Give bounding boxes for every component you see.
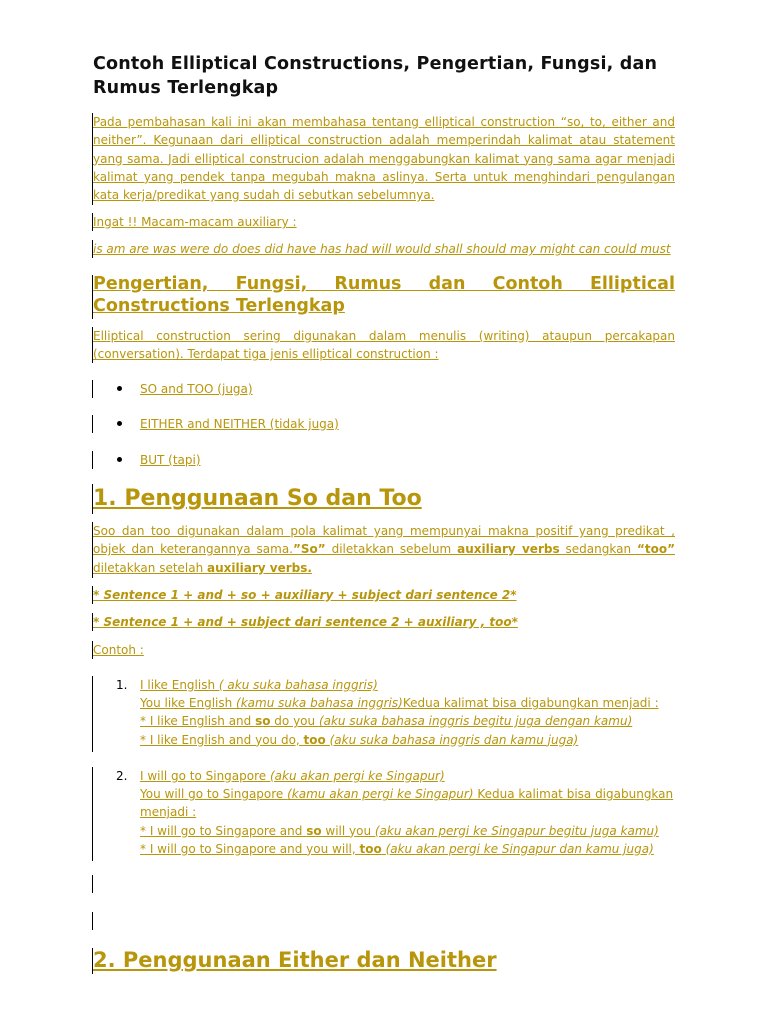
bullet-dot (117, 421, 122, 426)
formula-too[interactable]: * Sentence 1 + and + subject dari sentence 2 + auxiliary , too* (93, 615, 518, 629)
example-2[interactable]: I will go to Singapore (aku akan pergi ke Singapur) You will go to Singapore (kamu akan pergi ke Singapur) Kedua kalimat bisa digabungkan menjadi : * I will go to Singapore and so will you (aku akan pergi ke Singapur begitu juga kamu) * I will go to Singapore and you will, too (aku akan pergi ke Singapur dan kamu juga) (140, 769, 674, 856)
heading-so-too[interactable]: 1. Penggunaan So dan Too (93, 486, 422, 511)
so-too-description[interactable]: Soo dan too digunakan dalam pola kalimat yang mempunyai makna positif yang predikat , objek dan keterangannya sama.”So” diletakkan sebelum auxiliary verbs sedangkan “too” diletakkan setelah auxiliary verbs. (93, 524, 675, 575)
section-heading-line1: Pengertian, Fungsi, Rumus dan Contoh Elliptical (93, 274, 675, 294)
section-heading[interactable] (93, 273, 675, 317)
auxiliary-note[interactable]: Ingat !! Macam-macam auxiliary : (93, 215, 297, 229)
change-bar (92, 767, 93, 861)
example-1[interactable]: I like English ( aku suka bahasa inggris) You like English (kamu suka bahasa inggris)Kedua kalimat bisa digabungkan menjadi : * I like English and so do you (aku suka bahasa inggris begitu juga dengan kamu) * I like English and you do, too (aku suka bahasa inggris dan kamu juga) (140, 678, 659, 747)
contoh-label[interactable]: Contoh : (93, 643, 144, 657)
change-bar (92, 875, 93, 893)
change-bar (92, 451, 93, 469)
change-bar (92, 912, 93, 930)
list-item-but[interactable]: BUT (tapi) (140, 453, 201, 467)
intro-paragraph[interactable]: Pada pembahasan kali ini akan membahasa tentang elliptical construction “so, to, either and neither”. Kegunaan dari elliptical construction adalah memperindah kalimat atau statement yang sama. Jadi elliptical construcion adalah menggabungkan kalimat yang sama agar menjadi kalimat yang pendek tanpa megubah makna aslinya. Serta untuk menghindari pengulangan kata kerja/predikat yang sudah di sebutkan sebelumnya. (93, 115, 675, 203)
auxiliary-list[interactable]: is am are was were do does did have has had will would shall should may might can could must (93, 242, 671, 256)
bullet-dot (117, 457, 122, 462)
bullet-dot (117, 386, 122, 391)
list-number: 1. (116, 678, 128, 692)
heading-either-neither[interactable]: 2. Penggunaan Either dan Neither (93, 948, 497, 972)
section-heading-line2: Constructions Terlengkap (93, 296, 345, 316)
list-item-so-too[interactable]: SO and TOO (juga) (140, 382, 253, 396)
change-bar (92, 380, 93, 398)
section-intro[interactable]: Elliptical construction sering digunakan dalam menulis (writing) ataupun percakapan (conversation). Terdapat tiga jenis elliptical construction : (93, 329, 675, 362)
change-bar (92, 415, 93, 433)
page-title: Contoh Elliptical Constructions, Pengertian, Fungsi, dan Rumus Terlengkap (93, 54, 658, 98)
list-item-either-neither[interactable]: EITHER and NEITHER (tidak juga) (140, 417, 339, 431)
formula-so[interactable]: * Sentence 1 + and + so + auxiliary + subject dari sentence 2* (93, 588, 517, 602)
change-bar (92, 676, 93, 752)
list-number: 2. (116, 769, 128, 783)
